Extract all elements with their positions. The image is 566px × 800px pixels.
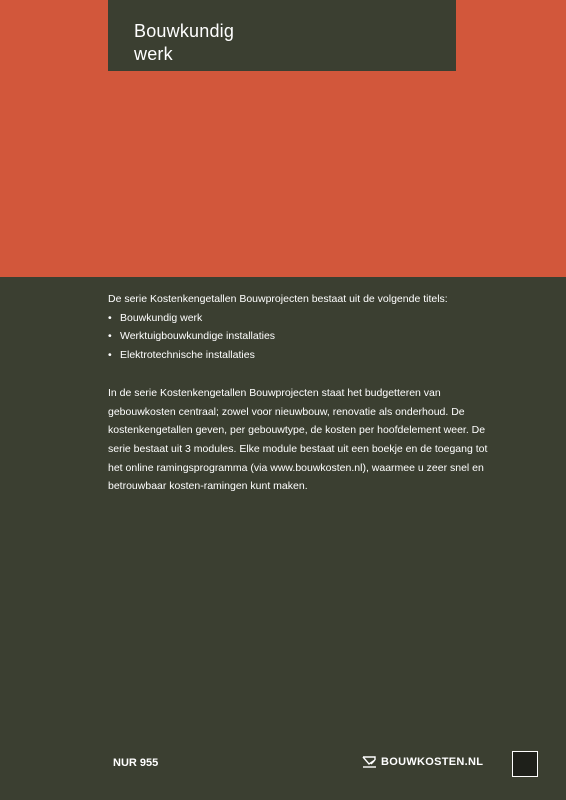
series-title-item: • Werktuigbouwkundige installaties	[108, 327, 508, 346]
series-intro: De serie Kostenkengetallen Bouwprojecten bestaat uit de volgende titels:	[108, 293, 448, 305]
barcode-placeholder	[512, 751, 538, 777]
series-title-item: • Bouwkundig werk	[108, 309, 508, 328]
series-title-item: • Elektrotechnische installaties	[108, 346, 508, 365]
series-description: In de serie Kostenkengetallen Bouwprojecten staat het budgetteren van gebouwkosten centraal; zowel voor nieuwbouw, renovatie als onderhoud. De kostenkengetallen geven, per gebouwtype, de kosten per hoofdelement weer. De serie bestaat uit 3 modules. Elke module bestaat uit een boekje en de toegang tot het online ramingsprogramma (via www.bouwkosten.nl), waarmee u zeer snel en betrouwbaar kosten-ramingen kunt maken.	[108, 386, 488, 493]
brand-name: BOUWKOSTEN.NL	[381, 756, 484, 768]
book-title-line-1: Bouwkundig	[134, 21, 235, 41]
publisher-brand	[362, 756, 483, 768]
title-box	[108, 0, 456, 71]
bouwkosten-logo-icon	[362, 756, 377, 768]
back-cover-text	[108, 290, 508, 496]
nur-code: NUR 955	[113, 757, 159, 769]
series-titles-list	[108, 309, 508, 365]
book-title-line-2: werk	[134, 44, 173, 64]
